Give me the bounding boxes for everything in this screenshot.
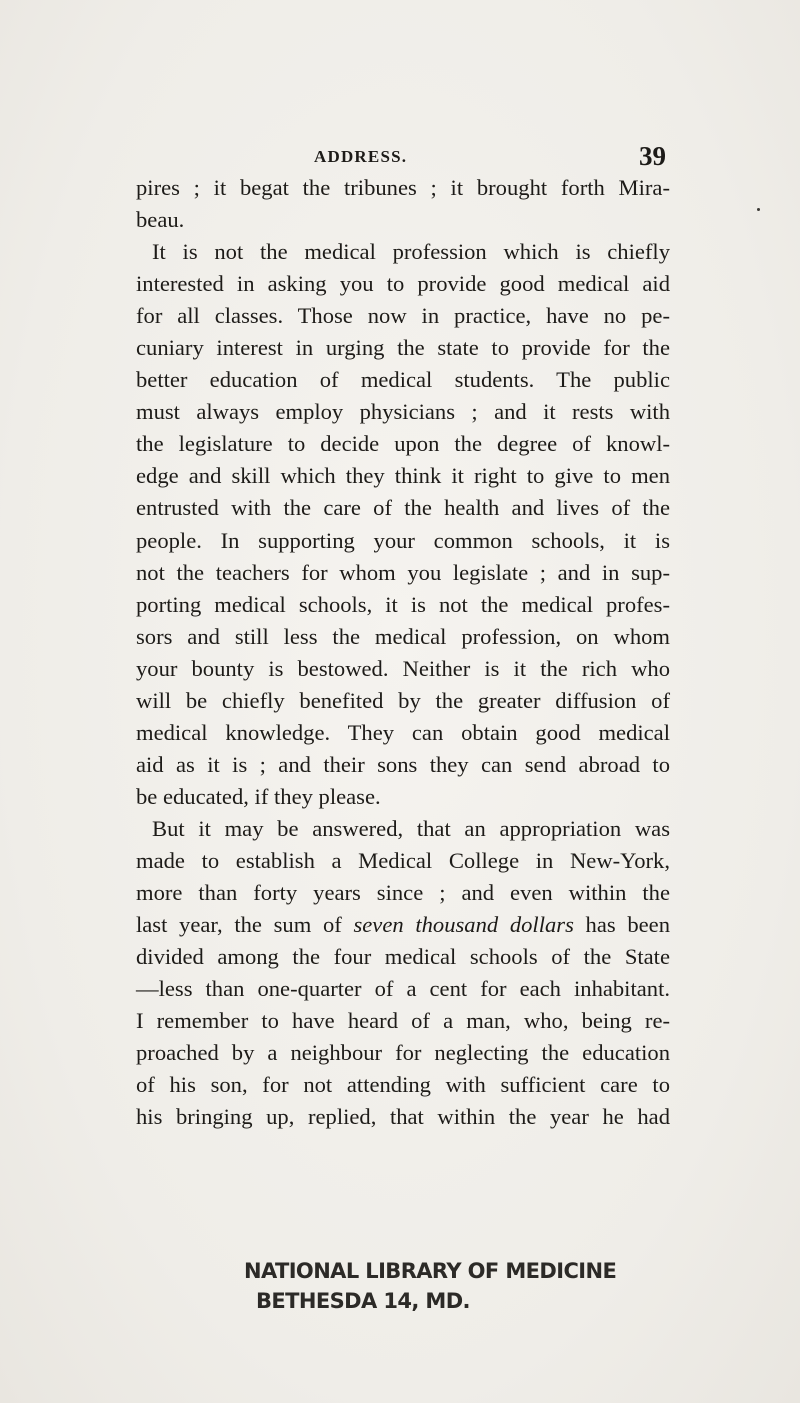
text-line: better education of medical students. The public xyxy=(136,367,670,393)
text-run: last year, the sum of xyxy=(136,912,354,938)
library-stamp xyxy=(244,1256,617,1316)
text-line: pires ; it begat the tribunes ; it brought forth Mira- xyxy=(136,175,670,200)
text-line: proached by a neighbour for neglecting the education xyxy=(136,1040,670,1066)
text-line: interested in asking you to provide good medical aid xyxy=(136,271,670,297)
running-head xyxy=(314,141,666,173)
margin-speck xyxy=(757,208,760,211)
text-line: edge and skill which they think it right to give to men xyxy=(136,463,670,489)
text-line: But it may be answered, that an appropriation was xyxy=(152,815,670,841)
text-line: cuniary interest in urging the state to provide for the xyxy=(136,335,670,361)
text-line: more than forty years since ; and even within the xyxy=(136,880,670,906)
text-line: entrusted with the care of the health and lives of the xyxy=(136,495,670,521)
body-text xyxy=(136,172,670,1133)
text-line: sors and still less the medical profession, on whom xyxy=(136,623,670,649)
text-line: of his son, for not attending with sufficient care to xyxy=(136,1072,670,1098)
text-line: medical knowledge. They can obtain good medical xyxy=(136,719,670,745)
text-line: for all classes. Those now in practice, have no pe- xyxy=(136,303,670,329)
text-line: —less than one-quarter of a cent for each inhabitant. xyxy=(136,976,670,1002)
text-run: has been xyxy=(573,912,670,938)
text-line: the legislature to decide upon the degree of knowl- xyxy=(136,431,670,457)
text-line: be educated, if they please. xyxy=(136,783,381,809)
italic-amount: seven thousand dollars xyxy=(353,912,574,938)
text-line: not the teachers for whom you legislate ; and in sup- xyxy=(136,559,670,585)
text-line-with-italic xyxy=(136,909,670,941)
text-line: made to establish a Medical College in New-York, xyxy=(136,847,670,873)
stamp-line-location: BETHESDA 14, MD. xyxy=(256,1289,470,1313)
text-line: people. In supporting your common schools, it is xyxy=(136,527,670,553)
text-line: his bringing up, replied, that within the year he had xyxy=(136,1104,670,1130)
text-line: beau. xyxy=(136,207,185,233)
running-title: ADDRESS. xyxy=(314,147,408,166)
text-line: I remember to have heard of a man, who, being re- xyxy=(136,1008,670,1034)
text-line: will be chiefly benefited by the greater diffusion of xyxy=(136,687,670,713)
text-line: divided among the four medical schools of the State xyxy=(136,944,670,970)
page-number: 39 xyxy=(639,141,666,171)
text-line: aid as it is ; and their sons they can send abroad to xyxy=(136,751,670,777)
text-line: must always employ physicians ; and it rests with xyxy=(136,399,670,425)
text-line: porting medical schools, it is not the medical profes- xyxy=(136,591,670,617)
text-line: your bounty is bestowed. Neither is it the rich who xyxy=(136,655,670,681)
stamp-line-library: NATIONAL LIBRARY OF MEDICINE xyxy=(244,1259,617,1283)
text-line: It is not the medical profession which is chiefly xyxy=(152,239,670,265)
